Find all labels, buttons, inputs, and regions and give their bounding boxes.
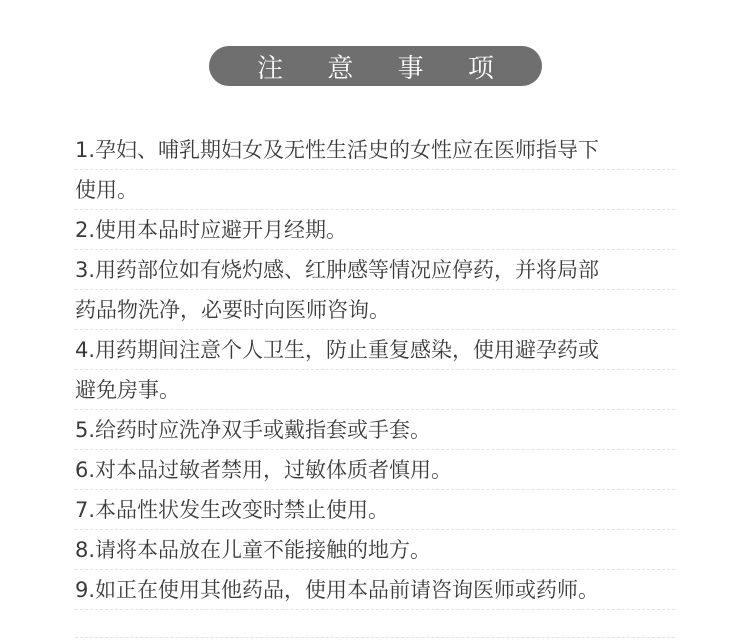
note-line-4: 4.用药期间注意个人卫生，防止重复感染，使用避孕药或 — [75, 330, 675, 370]
note-line-1-cont: 使用。 — [75, 170, 675, 210]
note-line-3-cont: 药品物洗净，必要时向医师咨询。 — [75, 290, 675, 330]
footer-divider — [75, 637, 675, 638]
notes-list — [75, 130, 675, 610]
note-line-1: 1.孕妇、哺乳期妇女及无性生活史的女性应在医师指导下 — [75, 130, 675, 170]
note-line-4-cont: 避免房事。 — [75, 370, 675, 410]
note-line-5: 5.给药时应洗净双手或戴指套或手套。 — [75, 410, 675, 450]
note-line-9: 9.如正在使用其他药品，使用本品前请咨询医师或药师。 — [75, 570, 675, 610]
note-line-7: 7.本品性状发生改变时禁止使用。 — [75, 490, 675, 530]
note-line-3: 3.用药部位如有烧灼感、红肿感等情况应停药，并将局部 — [75, 250, 675, 290]
note-line-8: 8.请将本品放在儿童不能接触的地方。 — [75, 530, 675, 570]
note-line-2: 2.使用本品时应避开月经期。 — [75, 210, 675, 250]
section-title: 注 意 事 项 — [209, 46, 542, 86]
note-line-6: 6.对本品过敏者禁用，过敏体质者慎用。 — [75, 450, 675, 490]
